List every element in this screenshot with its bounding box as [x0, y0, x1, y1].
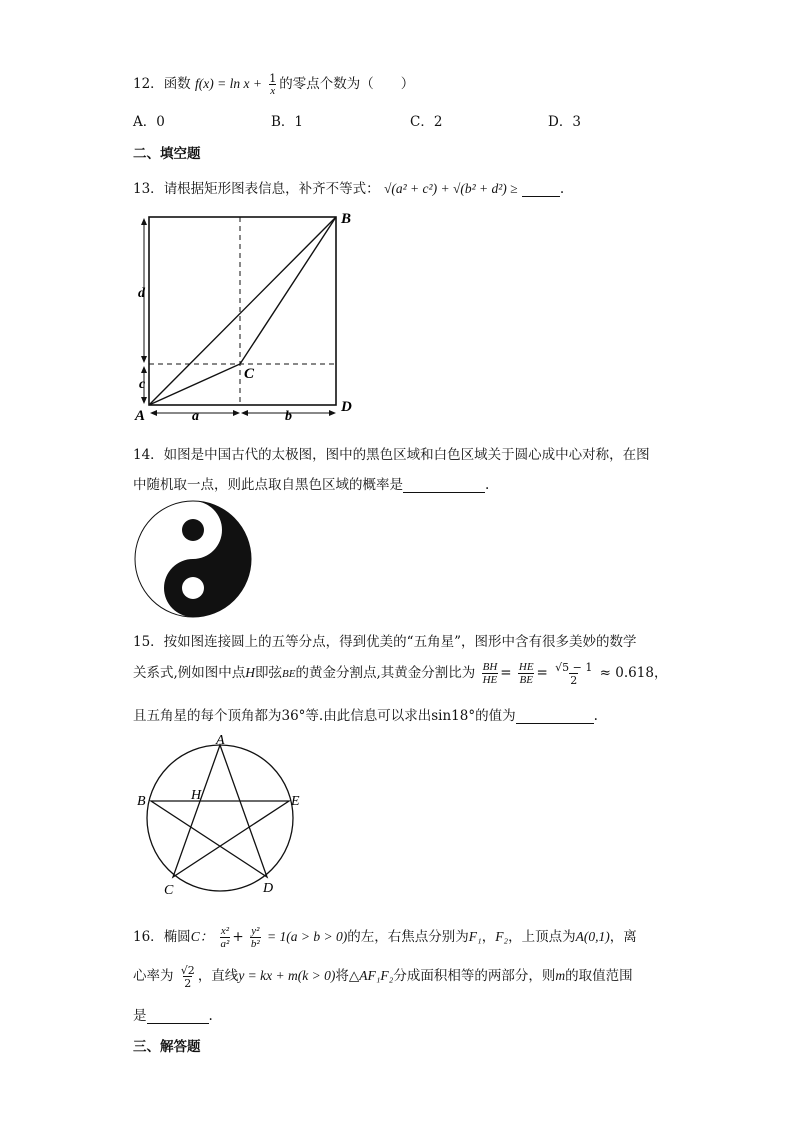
label-E: E [291, 794, 300, 809]
ratio-bh-he: $\frac{BH}{HE}$ [482, 660, 498, 686]
label-b: b [285, 409, 292, 424]
question-16-line3: 是 . [133, 1008, 213, 1024]
question-16-line1: 16．椭圆C： $\frac{\text{x²}}{\text{a²}}$ + $\frac{\text{y²}}{\text{b²}}$ = 1(a > b > 0)的左，右焦点分别为F₁，F₂，上顶点为A(0,1)，离 [133, 924, 637, 950]
question-15-line2: 关系式,例如图中点H即弦BE的黄金分割点,其黄金分割比为 $\frac{BH}{HE}$ = $\frac{HE}{BE}$ = $\frac{√5 - 1}{2}$ ≈ 0.618， [133, 660, 668, 687]
x-term: $\frac{\text{x²}}{\text{a²}}$ [220, 924, 230, 950]
rectangle-diagram [130, 208, 360, 426]
taiji-diagram [133, 499, 253, 619]
label-B: B [137, 794, 146, 809]
label-D: D [263, 881, 274, 896]
q12-text-pre: 函数 [163, 76, 191, 92]
y-term: $\frac{\text{y²}}{\text{b²}}$ [250, 924, 260, 950]
q12-text-post: 的零点个数为（ ） [279, 76, 415, 92]
question-number: 12． [133, 76, 164, 92]
answer-blank [403, 492, 485, 493]
answer-blank [147, 1023, 209, 1024]
answer-blank [516, 723, 594, 724]
question-16-line2: 心率为 $\frac{√2}{2}$ ，直线y = kx + m(k > 0)将△AF₁F₂分成面积相等的两部分，则m的取值范围 [133, 963, 633, 990]
eccentricity: $\frac{√2}{2}$ [180, 963, 195, 990]
option-d: D．3 [548, 114, 581, 130]
label-A: A [216, 733, 225, 748]
label-D: D [341, 399, 352, 415]
label-d: d [138, 286, 145, 301]
option-c: C．2 [410, 114, 443, 130]
label-A: A [135, 408, 146, 424]
answer-blank [522, 196, 560, 197]
golden-ratio-fraction: $\frac{√5 - 1}{2}$ [555, 660, 593, 687]
question-14-line2: 中随机取一点，则此点取自黑色区域的概率是 . [133, 477, 490, 493]
label-C: C [164, 883, 174, 898]
label-C: C [244, 366, 255, 382]
question-15-line1: 15．按如图连接圆上的五等分点，得到优美的“五角星”，图形中含有很多美妙的数学 [133, 634, 637, 650]
question-14-line1: 14．如图是中国古代的太极图，图中的黑色区域和白色区域关于圆心成中心对称，在图 [133, 447, 650, 463]
option-a: A．0 [133, 114, 165, 130]
label-a: a [192, 409, 199, 424]
label-H: H [191, 788, 202, 803]
question-13: 13．请根据矩形图表信息，补齐不等式： √(a² + c²) + √(b² + d²) ≥ . [133, 181, 565, 197]
label-c: c [139, 377, 146, 392]
q13-inequality: √(a² + c²) + √(b² + d²) ≥ [383, 181, 518, 196]
section-heading-fill-in: 二、填空题 [133, 146, 201, 162]
label-B: B [341, 211, 352, 227]
question-12 [133, 72, 414, 97]
question-15-line3: 且五角星的每个顶角都为36°等.由此信息可以求出sin18°的值为 . [133, 708, 598, 724]
pentagram-diagram [133, 730, 308, 912]
option-b: B．1 [271, 114, 304, 130]
q12-fraction: $\frac{1}{x}$ [269, 71, 277, 97]
ratio-he-be: $\frac{HE}{BE}$ [518, 660, 534, 686]
section-heading-solutions: 三、解答题 [133, 1039, 201, 1055]
q12-function: f(x) = ln x + [194, 76, 262, 91]
